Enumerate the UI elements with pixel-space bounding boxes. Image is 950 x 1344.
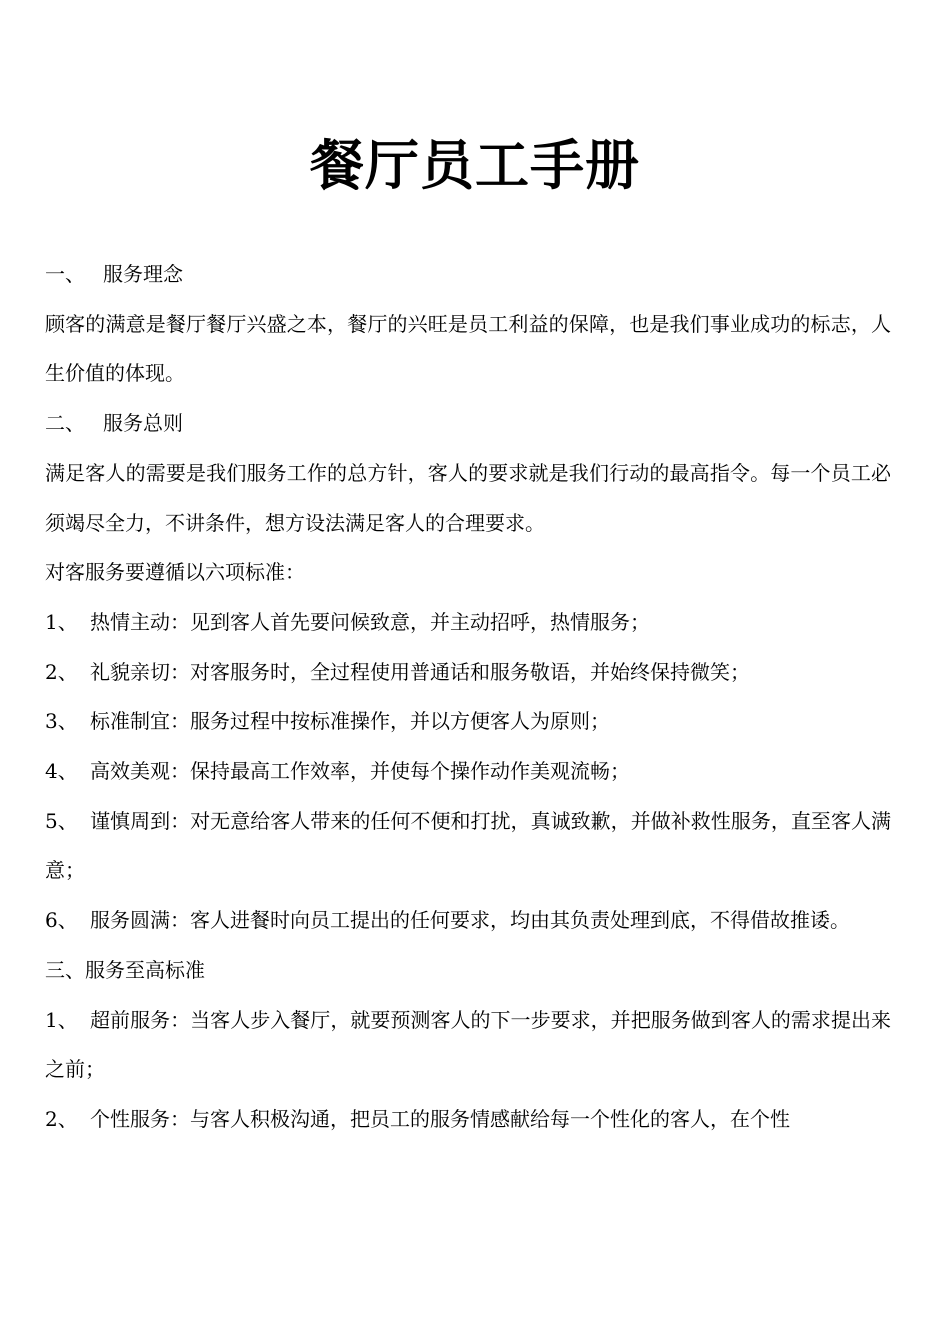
list-item-number: 2、 (45, 1106, 78, 1131)
section-number: 二、 (45, 411, 85, 436)
list-item-text: 高效美观：保持最高工作效率，并使每个操作动作美观流畅； (90, 759, 630, 784)
section-heading-3: 三、服务至高标准 (45, 957, 205, 982)
list-item-text: 标准制宜：服务过程中按标准操作，并以方便客人为原则； (90, 709, 610, 734)
list-item-number: 5、 (45, 808, 78, 833)
list-item-text: 服务圆满：客人进餐时向员工提出的任何要求，均由其负责处理到底，不得借故推诿。 (90, 908, 850, 933)
list-item-number: 1、 (45, 609, 78, 634)
paragraph: 顾客的满意是餐厅餐厅兴盛之本，餐厅的兴旺是员工利益的保障，也是我们事业成功的标志，人生价值的体现。 (45, 311, 891, 386)
list-item-text: 个性服务：与客人积极沟通，把员工的服务情感献给每一个性化的客人，在个性 (90, 1106, 790, 1131)
list-item (45, 697, 891, 747)
paragraph: 对客服务要遵循以六项标准： (45, 560, 305, 585)
section-number: 一、 (45, 262, 85, 286)
list-item-number: 2、 (45, 659, 78, 684)
list-item (45, 598, 891, 648)
list-item-text: 热情主动：见到客人首先要问候致意，并主动招呼，热情服务； (90, 609, 650, 634)
section-heading-text: 服务总则 (103, 411, 183, 436)
list-item (45, 797, 891, 896)
list-item-text: 超前服务：当客人步入餐厅，就要预测客人的下一步要求，并把服务做到客人的需求提出来之前； (45, 1007, 891, 1082)
list-item (45, 1095, 891, 1145)
list-item (45, 648, 891, 698)
list-item-number: 1、 (45, 1007, 78, 1032)
list-item (45, 747, 891, 797)
section-heading-1 (45, 250, 891, 300)
list-item (45, 896, 891, 946)
list-item (45, 996, 891, 1095)
paragraph: 满足客人的需要是我们服务工作的总方针，客人的要求就是我们行动的最高指令。每一个员工必须竭尽全力，不讲条件，想方设法满足客人的合理要求。 (45, 460, 891, 535)
document-body (45, 250, 891, 1145)
list-item-number: 6、 (45, 908, 78, 933)
section-heading-2 (45, 399, 891, 449)
list-item-text: 谨慎周到：对无意给客人带来的任何不便和打扰，真诚致歉，并做补救性服务，直至客人满意； (45, 808, 891, 883)
document-title: 餐厅员工手册 (310, 134, 640, 197)
section-heading-text: 服务理念 (103, 262, 183, 286)
list-item-number: 4、 (45, 759, 78, 784)
list-item-number: 3、 (45, 709, 78, 734)
list-item-text: 礼貌亲切：对客服务时，全过程使用普通话和服务敬语，并始终保持微笑； (90, 659, 750, 684)
